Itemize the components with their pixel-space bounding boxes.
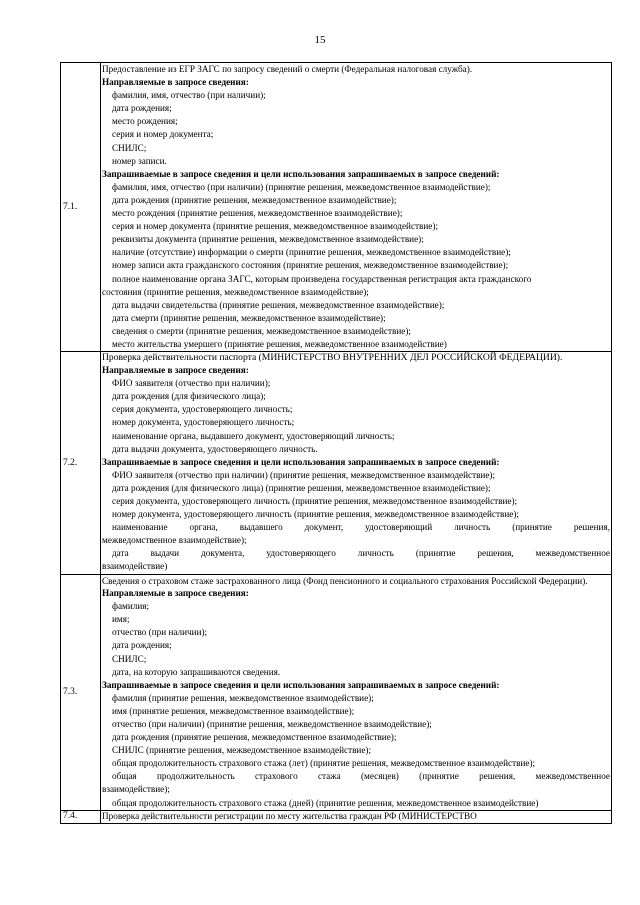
section-number: 7.2. <box>61 352 101 575</box>
list-item: общая продолжительность страхового стажа (дней) (принятие решения, межведомственное взаимодействие) <box>112 797 539 808</box>
section-title: Проверка действительности паспорта (МИНИСТЕРСТВО ВНУТРЕННИХ ДЕЛ РОССИЙСКОЙ ФЕДЕРАЦИИ). <box>102 352 563 364</box>
list-item-continuation: межведомственное взаимодействие); <box>102 535 247 546</box>
list-item: серия документа, удостоверяющего личность (принятие решения, межведомственное взаимодействие); <box>112 496 518 506</box>
list-item: полное наименование органа ЗАГС, которым произведена государственная регистрация акта гражданского <box>112 273 532 284</box>
list-item: дата выдачи свидетельства (принятие решения, межведомственное взаимодействие); <box>112 299 445 310</box>
list-item: имя; <box>112 614 130 625</box>
requested-heading: Запрашиваемые в запросе сведения и цели использования запрашиваемых в запросе сведений: <box>102 168 500 179</box>
list-item: реквизиты документа (принятие решения, межведомственное взаимодействие); <box>112 234 424 245</box>
table-row <box>61 574 612 810</box>
list-item: дата рождения; <box>112 103 172 114</box>
list-item: СНИЛС (принятие решения, межведомственное взаимодействие); <box>112 745 372 756</box>
list-item: фамилия, имя, отчество (при наличии) (принятие решения, межведомственное взаимодействие); <box>112 181 491 192</box>
sent-heading: Направляемые в запросе сведения: <box>102 588 249 599</box>
list-item: серия документа, удостоверяющего личность; <box>112 404 293 415</box>
list-item: дата выдачи документа, удостоверяющего личность. <box>112 443 318 454</box>
page-number: 15 <box>314 34 326 46</box>
list-item: ФИО заявителя (отчество при наличии); <box>112 378 271 389</box>
list-item: отчество (при наличии) (принятие решения, межведомственное взаимодействие); <box>112 719 432 729</box>
list-item: фамилия, имя, отчество (при наличии); <box>112 90 266 101</box>
list-item: СНИЛС; <box>112 142 147 153</box>
list-item: ФИО заявителя (отчество при наличии) (принятие решения, межведомственное взаимодействие); <box>112 469 496 480</box>
section-title: Сведения о страховом стаже застрахованного лица (Фонд пенсионного и социального страхования Российской Федерации). <box>102 575 588 586</box>
section-number: 7.1. <box>61 63 101 352</box>
section-title: Проверка действительности регистрации по месту жительства граждан РФ (МИНИСТЕРСТВО <box>102 810 477 821</box>
requested-heading: Запрашиваемые в запросе сведения и цели использования запрашиваемых в запросе сведений: <box>102 456 500 467</box>
list-item: дата рождения (для физического лица); <box>112 391 266 402</box>
list-item: дата выдачи документа, удостоверяющего личность (принятие решения, межведомственное <box>112 548 610 559</box>
list-item: дата рождения (принятие решения, межведомственное взаимодействие); <box>112 194 397 205</box>
list-item-continuation: состояния (принятие решения, межведомственное взаимодействие); <box>102 286 369 297</box>
requested-heading: Запрашиваемые в запросе сведения и цели использования запрашиваемых в запросе сведений: <box>102 679 500 690</box>
list-item-continuation: взаимодействие); <box>102 784 170 795</box>
list-item: СНИЛС; <box>112 653 147 664</box>
list-item: номер документа, удостоверяющего личность; <box>112 417 295 428</box>
section-number: 7.4. <box>61 810 101 823</box>
list-item-continuation: взаимодействие) <box>102 561 168 572</box>
list-item: место жительства умершего (принятие решения, межведомственное взаимодействие) <box>112 338 447 349</box>
list-item: серия и номер документа; <box>112 129 214 140</box>
table-row <box>61 352 612 575</box>
sent-heading: Направляемые в запросе сведения: <box>102 365 249 376</box>
section-content <box>101 574 612 810</box>
section-number: 7.3. <box>61 574 101 810</box>
services-table <box>60 62 612 824</box>
section-content <box>101 63 612 352</box>
table-row <box>61 810 612 823</box>
list-item: серия и номер документа (принятие решения, межведомственное взаимодействие); <box>112 221 438 232</box>
list-item: место рождения (принятие решения, межведомственное взаимодействие); <box>112 208 403 219</box>
list-item: общая продолжительность страхового стажа (месяцев) (принятие решения, межведомственное <box>112 771 610 782</box>
list-item: фамилия (принятие решения, межведомственное взаимодействие); <box>112 692 374 703</box>
list-item: имя (принятие решения, межведомственное взаимодействие); <box>112 705 355 716</box>
section-content <box>101 810 612 823</box>
list-item: номер записи акта гражданского состояния (принятие решения, межведомственное взаимодействие); <box>112 260 509 271</box>
list-item: дата рождения (принятие решения, межведомственное взаимодействие); <box>112 732 397 743</box>
list-item: дата рождения; <box>112 640 172 651</box>
list-item: наименование органа, выдавшего документ, удостоверяющий личность; <box>112 430 395 441</box>
section-title: Предоставление из ЕГР ЗАГС по запросу сведений о смерти (Федеральная налоговая служба). <box>102 64 473 74</box>
list-item: наименование органа, выдавшего документ, удостоверяющий личность (принятие решения, <box>112 522 610 533</box>
list-item: отчество (при наличии); <box>112 627 208 638</box>
list-item: номер записи. <box>112 155 167 166</box>
list-item: дата, на которую запрашиваются сведения. <box>112 666 281 677</box>
list-item: наличие (отсутствие) информации о смерти (принятие решения, межведомственное взаимодействие); <box>112 247 511 258</box>
list-item: сведения о смерти (принятие решения, межведомственное взаимодействие); <box>112 325 411 336</box>
list-item: место рождения; <box>112 116 178 127</box>
sent-heading: Направляемые в запросе сведения: <box>102 77 249 88</box>
list-item: дата смерти (принятие решения, межведомственное взаимодействие); <box>112 312 386 323</box>
list-item: фамилия; <box>112 601 150 612</box>
section-content <box>101 352 612 575</box>
table-row <box>61 63 612 352</box>
list-item: дата рождения (для физического лица) (принятие решения, межведомственное взаимодействие); <box>112 482 491 493</box>
list-item: общая продолжительность страхового стажа (лет) (принятие решения, межведомственное взаимодействие); <box>112 758 536 769</box>
list-item: номер документа, удостоверяющего личность (принятие решения, межведомственное взаимодействие); <box>112 509 519 520</box>
